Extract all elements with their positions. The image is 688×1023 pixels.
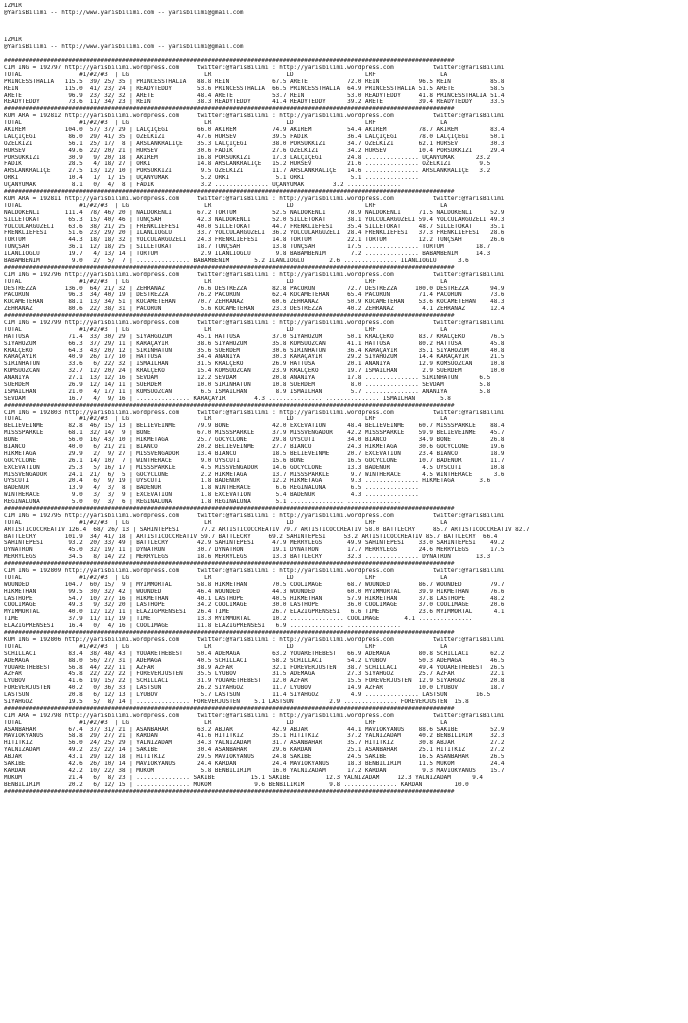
separator-line: ##############################################################################################################################	[4, 189, 455, 196]
table-row: SCHILLACI 83.4 38/ 48/ 43 | YOUARETHEBEST 50.4 ADEMAGA 63.2 YOUARETHEBEST 66.9 ADEMAGA 80.8 SCHILLACI 62.2	[4, 650, 505, 657]
separator-line: ##############################################################################################################################	[4, 561, 455, 568]
section-title: KUM ARA = 192811 http://yarisbilimi.wordpress.com twitter:@YarisBilimi : http://yarisbilimi.wordpress.com twitter:@YarisBilimi	[4, 195, 505, 202]
table-row: YOLCULARGÜZELI 63.6 38/ 21/ 25 | FRENKLIEFESI 40.0 SILLETOKAT 44.7 FRENKLIEFESI 35.4 SILLETOKAT 48.7 SILLETOKAT 35.1	[4, 223, 505, 230]
separator-line: ##############################################################################################################################	[4, 705, 455, 712]
document-header	[4, 3, 684, 65]
table-row: SAKIBE 42.6 26/ 10/ 14 | MAVIOKYANUS 24.4 KARDAN 24.4 MAVIOKYANUS 18.3 BENBILIRIM 11.5 MUKOM 24.4	[4, 760, 505, 767]
table-row: HIKMETAGA 29.9 2/ 9/ 27 | MISSVENGADOR 13.4 BIANCO 18.5 BELIEVEINME 20.7 EXCEVATION 23.4 BIANCO 18.9	[4, 450, 505, 457]
separator-line: ##############################################################################################################################	[4, 506, 455, 513]
header-line: IZMIR	[4, 37, 22, 44]
table-row: ANANIYA 27.1 13/ 12/ 16 | SEVDAM 12.2 SEVDAM 20.8 ANANIYA 17.8 ............... SIRINHATUN 6.5	[4, 375, 491, 382]
section-title: CIM ING = 192797 http://yarisbilimi.wordpress.com twitter:@YarisBilimi : http://yarisbilimi.wordpress.com twitter:@YarisBilimi	[4, 65, 505, 72]
table-row: REIN 115.0 41/ 23/ 24 | READYTEDDY 53.6 PRINCESSTHALIA 66.5 PRINCESSTHALIA 64.9 PRINCESSTHALIA 51.5 ARETE 58.5	[4, 85, 505, 92]
header-line	[4, 17, 684, 24]
section-title: CIM ING = 192809 http://yarisbilimi.wordpress.com twitter:@YarisBilimi : http://yarisbilimi.wordpress.com twitter:@YarisBilimi	[4, 568, 505, 575]
header-line: @YarisBilimi -- http://www.yarisbilimi.com -- yarisbilimi@gmail.com	[4, 9, 244, 16]
race-section	[4, 65, 684, 113]
table-row: ORKI 10.4 1/ 1/ 15 | UÇANYUMAK 5.2 ORKI 5.1 ORKI 5.1 ...............	[4, 175, 419, 182]
table-row: ARETE 96.9 23/ 32/ 32 | ARETE 48.4 ARETE 53.7 REIN 53.0 READYTEDDY 41.8 PRINCESSTHALIA 51.4	[4, 92, 505, 99]
table-row: MUKOM 21.4 6/ 8/ 23 | ............... SAKIBE 15.1 SAKIBE 12.3 YALNIZADAM 12.3 YALNIZADAM 9.4	[4, 774, 484, 781]
table-row: FADIK 28.5 4/ 18/ 27 | ORKI 14.8 ARSLANKRALIÇE 15.2 HÜRSEV 21.6 ............... ÖZELKIZI 9.5	[4, 161, 491, 168]
header-line	[4, 51, 684, 58]
table-row: GOCYCLONE 26.1 14/ 10/ 7 | WINTHERACE 9.0 UYSCUTI 15.6 BONE 16.5 GOCYCLONE 10.7 BADENUR 11.7	[4, 457, 505, 464]
table-row: HÜRSEV 49.6 22/ 20/ 21 | HÜRSEV 30.6 FADIK 27.6 ÖZELKIZI 34.2 HÜRSEV 10.4 PORSUKKIZI 29.4	[4, 147, 505, 154]
race-section	[4, 513, 684, 568]
table-row: ZEHRANAZ 80.6 22/ 38/ 31 | PACORUN 5.6 KOCAMETEHAN 23.3 DESTREZZA 40.2 ZEHRANAZ 4.1 ZEHRANAZ 12.4	[4, 306, 505, 313]
column-header: TOTAL #1/#2/#3 | LG LR LD LRF LA	[4, 120, 448, 127]
table-row: MYIMMORTAL 40.0 12/ 12/ 11 | ELAZIGPRENSESI 26.4 TIME 26.7 ELAZIGPRENSESI 6.6 TIME 23.6 MYIMMORTAL 4.1	[4, 609, 505, 616]
table-row: UÇANYUMAK 8.1 0/ 4/ 8 | FADIK 3.2 ............... UÇANYUMAK 3.2 ...............	[4, 182, 401, 189]
table-row: HATTUSA 71.4 33/ 30/ 29 | SIYAHGÖZÜM 45.1 HATTUSA 37.0 SIYAHÖZÜM 50.1 KRALÇEKO 83.7 KRALÇEKO 76.5	[4, 333, 505, 340]
column-header: TOTAL #1/#2/#3 | LG LR LD LRF LA	[4, 416, 448, 423]
table-row: AZFAR 45.8 22/ 22/ 22 | FOREVERJUSTEN 35.5 LYUBOV 31.5 ADEMAGA 27.3 SIYAHGÖZ 25.7 AZFAR 22.1	[4, 671, 505, 678]
separator-line: ##############################################################################################################################	[4, 264, 455, 271]
table-row: NALDÖKENLI 111.4 78/ 46/ 20 | NALDÖKENLI 67.2 TORTUM 52.5 NALDÖKENLI 78.9 NALDÖKENLI 71.5 NALDÖKENLI 52.9	[4, 209, 505, 216]
header-line	[4, 31, 684, 38]
separator-line: ##############################################################################################################################	[4, 58, 455, 65]
table-row: FOREVERJUSTEN 40.2 0/ 36/ 33 | LASTSUN 26.2 SIYAHGÖZ 11.7 LYUBOV 14.9 AZFAR 10.0 LYUBOV 18.7	[4, 685, 505, 692]
section-title: CIM ING = 192796 http://yarisbilimi.wordpress.com twitter:@YarisBilimi : http://yarisbilimi.wordpress.com twitter:@YarisBilimi	[4, 271, 505, 278]
table-row: ISMAILHAN 21.0 4/ 17/ 11 | KOMSUÖZCAN 6.5 ISMAILHAN 8.9 ISMAILHAN 5.7 ............... ANANIYA 5.8	[4, 388, 491, 395]
table-row: BATTLECRY 101.9 34/ 41/ 18 | ARTISTICOCCREATIV 59.7 BATTLECRY 69.2 SAHINTEPESI 53.2 ARTISTICOCCREATIV 85.7 BATTLECRY 66.4	[4, 533, 498, 540]
column-header: TOTAL #1/#2/#3 | LG LR LD LRF LA	[4, 71, 448, 78]
table-row: ÖZELKIZI 56.1 25/ 17/ 8 | ARSLANKRALIÇE 35.3 LALÇIÇEGI 38.0 PORSUKKIZI 34.7 ÖZELKIZI 62.1 HÜRSEV 30.3	[4, 140, 505, 147]
section-title: CIM ING = 192799 http://yarisbilimi.wordpress.com twitter:@YarisBilimi : http://yarisbilimi.wordpress.com twitter:@YarisBilimi	[4, 319, 505, 326]
table-row: KRALÇEKO 64.3 43/ 20/ 12 | SIRINHATUN 35.6 SÜERDEM 30.6 SIRINHATUN 36.4 KARAÇAYIR 35.1 SIYAHÖZÜM 40.8	[4, 347, 505, 354]
table-row: ABJAR 43.1 29/ 12/ 18 | HITITKIZ 29.5 MAVIOKYANUS 24.8 SAKIBE 24.5 SAKIBE 16.5 ASANBAHAR 26.5	[4, 754, 505, 761]
header-line	[4, 24, 684, 31]
section-title: CIM ING = 192795 http://yarisbilimi.wordpress.com twitter:@YarisBilimi : http://yarisbilimi.wordpress.com twitter:@YarisBilimi	[4, 512, 505, 519]
separator-line: ##############################################################################################################################	[4, 106, 455, 113]
table-row: EXCEVATION 25.3 5/ 16/ 17 | MISSSPARKLE 4.5 MISSVENGADOR 14.6 GOCYCLONE 13.3 BADENUR 4.5 UYSCUTI 10.8	[4, 464, 505, 471]
table-row: WINTHERACE 9.0 3/ 3/ 9 | EXCEVATION 1.8 EXCEVATION 5.4 BADENUR 4.3 ...............	[4, 492, 419, 499]
race-section	[4, 637, 684, 713]
table-row: KARAÇAYIR 40.9 26/ 17/ 10 | HATTUSA 34.4 ANANIYA 30.3 KARAÇAYIR 29.2 SIYAHÖZÜM 14.4 KARAÇAYIR 21.5	[4, 354, 505, 361]
table-row: ELAZIGPRENSESI 16.4 0/ 4/ 16 | COOLIMAGE 11.8 ELAZIGPRENSESI 6.9 ............... ...............	[4, 623, 401, 630]
table-row: WOUNDED 104.7 60/ 15/ 9 | MYIMMORTAL 58.8 HIKMETHAN 70.5 COOLIMAGE 68.7 WOUNDED 86.7 WOUNDED 79.7	[4, 581, 505, 588]
table-row: YALNIZADAM 49.2 23/ 22/ 14 | SAKIBE 30.4 ASANBAHAR 29.6 KARDAN 25.1 ASANBAHAR 25.1 HITITKIZ 27.2	[4, 747, 505, 754]
separator-line: ##############################################################################################################################	[4, 402, 455, 409]
table-row: DYNATRON 45.0 32/ 19/ 11 | DYNATRON 30.7 DYNATRON 19.1 DYNATRON 17.7 MERRYLEGS 24.6 MERRYLEGS 17.5	[4, 547, 505, 554]
table-row: SÜERDEM 26.9 12/ 14/ 11 | SÜERDEM 10.0 SIRINHATUN 10.8 SÜERDEM 8.0 ............... SEVDAM 5.8	[4, 381, 491, 388]
section-title: CIM ARA = 192798 http://yarisbilimi.wordpress.com twitter:@YarisBilimi : http://yarisbilimi.wordpress.com twitter:@YarisBilimi	[4, 712, 505, 719]
table-row: KOMSUÖZCAN 32.7 12/ 20/ 24 | KRALÇEKO 15.4 KOMSUÖZCAN 23.9 KRALÇEKO 19.7 ISMAILHAN 2.9 SÜERDEM 10.0	[4, 368, 505, 375]
table-row: KOCAMETEHAN 88.1 13/ 34/ 51 | KOCAMETEHAN 70.7 ZEHRANAZ 60.6 ZEHRANAZ 50.9 KOCAMETEHAN 53.6 KOCAMETEHAN 48.3	[4, 299, 505, 306]
table-row: YOUARETHEBEST 56.8 44/ 22/ 11 | AZFAR 38.9 AZFAR 32.1 FOREVERJUSTEN 38.7 SCHILLACI 49.4 YOUARETHEBEST 26.5	[4, 664, 505, 671]
column-header: TOTAL #1/#2/#3 | LG LR LD LRF LA	[4, 326, 448, 333]
table-row: BONE 56.0 16/ 43/ 10 | HIKMETAGA 25.7 GOCYCLONE 29.8 UYSCUTI 34.0 BIANCO 34.9 BONE 26.8	[4, 437, 505, 444]
table-row: LYUBOV 41.6 19/ 15/ 22 | SCHILLACI 31.9 YOUARETHEBEST 12.0 AZFAR 15.5 FOREVERJUSTEN 12.9 SIYAHGÖZ 20.8	[4, 678, 505, 685]
table-row: BELIEVEINME 82.8 46/ 15/ 13 | BELIEVEINME 79.9 BONE 42.0 EXCEVATION 48.4 BELIEVEINME 60.7 MISSSPARKLE 88.4	[4, 423, 505, 430]
table-row: ASANBAHAR 67.4 37/ 31/ 21 | ASANBAHAR 63.2 ABJAR 42.9 ABJAR 44.1 MAVIOKYANUS 88.6 SAKIBE 52.9	[4, 726, 505, 733]
table-row: PACORUN 96.3 34/ 40/ 19 | DESTREZZA 76.2 PACORUN 62.4 KOCAMETEHAN 65.4 PACORUN 71.4 PACORUN 73.6	[4, 292, 505, 299]
column-header: TOTAL #1/#2/#3 | LG LR LD LRF LA	[4, 574, 448, 581]
section-title: KUM ING = 192806 http://yarisbilimi.wordpress.com twitter:@YarisBilimi : http://yarisbilimi.wordpress.com twitter:@YarisBilimi	[4, 636, 505, 643]
table-row: TUNÇSAH 36.1 12/ 18/ 25 | SILLETOKAT 18.7 TUNÇSAH 13.8 TUNÇSAH 17.5 ............... TORTUM 18.7	[4, 244, 491, 251]
header-line: IZMIR	[4, 3, 22, 9]
race-section	[4, 320, 684, 410]
table-row: SILLETOKAT 65.3 15/ 40/ 46 | TUNÇSAH 42.3 NALDÖKENLI 52.0 SILLETOKAT 38.1 YOLCULARGÜZELI 59.4 YOLCULARGÜZELI 49.3	[4, 216, 505, 223]
table-row: BABAMBENIM 9.0 2/ 5/ 7 | ............... BABAMBENIM 5.2 ILANLIOGLU 2.6 ............... ILANLIOGLU 3.6	[4, 257, 469, 264]
column-header: TOTAL #1/#2/#3 | LG LR LD LRF LA	[4, 519, 448, 526]
table-row: UYSCUTI 20.4 6/ 9/ 19 | UYSCUTI 1.8 BADENUR 12.2 HIKMETAGA 9.3 ............... HIKMETAGA 3.6	[4, 478, 491, 485]
table-row: MISSVENGADOR 24.1 21/ 6/ 5 | GOCYCLONE 2.2 HIKMETAGA 13.7 MISSSPARKLE 9.7 WINTHERACE 4.5 WINTHERACE 3.6	[4, 471, 505, 478]
table-row: READYTEDDY 73.6 11/ 34/ 23 | REIN 38.3 READYTEDDY 41.4 READYTEDDY 39.2 ARETE 39.4 READYTEDDY 33.5	[4, 99, 505, 106]
table-row: MISSSPARKLE 68.1 32/ 14/ 9 | BONE 67.0 MISSSPARKLE 37.9 MISSVENGADOR 42.2 MISSSPARKLE 59.9 BELIEVEINME 45.7	[4, 430, 505, 437]
table-row: SEVDAM 16.7 4/ 9/ 16 | ............... KARAÇAYIR 4.3 ............... ............... ISMAILHAN 5.8	[4, 395, 451, 402]
table-row: ILANLIOGLU 19.7 4/ 13/ 14 | TORTUM 2.9 ILANLIOGLU 9.8 BABAMBENIM 7.2 ............... BABAMBENIM 14.3	[4, 251, 491, 258]
race-section	[4, 272, 684, 320]
table-row: TIME 37.9 11/ 11/ 19 | TIME 13.3 MYIMMORTAL 10.2 ............... COOLIMAGE 4.1 ...............	[4, 616, 473, 623]
table-row: SIRINHATUN 33.6 6/ 22/ 32 | ISMAILHAN 31.5 KRALÇEKO 26.9 HATTUSA 20.1 ANANIYA 12.9 KOMSUÖZCAN 10.8	[4, 361, 505, 368]
table-row: LASTHOPE 54.7 10/ 27/ 16 | HIKMETHAN 40.1 LASTHOPE 40.5 HIKMETHAN 57.9 HIKMETHAN 37.8 LASTHOPE 48.2	[4, 595, 505, 602]
table-row: BENBILIRIM 20.2 6/ 12/ 15 | ............... MUKOM 9.6 BENBILIRIM 9.8 ............... KARDAN 10.0	[4, 781, 469, 788]
table-row: MAVIOKYANUS 58.8 29/ 27/ 21 | KARDAN 41.6 HITITKIZ 35.1 HITITKIZ 37.2 YALNIZADAM 40.2 BENBILIRIM 32.3	[4, 733, 505, 740]
table-row: SIYAHÖZÜM 66.3 37/ 29/ 11 | KARAÇAYIR 38.6 SIYAHÖZÜM 35.8 KOMSUÖZCAN 41.1 HATTUSA 80.2 HATTUSA 45.8	[4, 340, 505, 347]
race-section	[4, 713, 684, 796]
table-row: DESTREZZA 136.0 64/ 21/ 32 | ZEHRANAZ 76.6 DESTREZZA 82.8 PACORUN 72.7 DESTREZZA 100.0 DESTREZZA 94.9	[4, 285, 505, 292]
column-header: TOTAL #1/#2/#3 | LG LR LD LRF LA	[4, 643, 448, 650]
table-row: PORSUKKIZI 30.9 9/ 20/ 18 | AKIREM 16.8 PORSUKKIZI 17.3 LALÇIÇEGI 24.8 ............... UÇANYUMAK 23.2	[4, 154, 491, 161]
table-row: ADEMAGA 88.0 56/ 27/ 31 | ADEMAGA 40.5 SCHILLACI 58.2 SCHILLACI 54.2 LYUBOV 50.3 ADEMAGA 46.5	[4, 657, 505, 664]
race-section	[4, 196, 684, 272]
table-row: PRINCESSTHALIA 115.5 39/ 25/ 35 | PRINCESSTHALIA 88.8 REIN 67.5 ARETE 72.0 REIN 96.5 REIN 85.8	[4, 78, 505, 85]
table-row: BIANCO 40.0 6/ 21/ 21 | BIANCO 20.2 BELIEVEINME 27.7 BIANCO 24.3 HIKMETAGA 30.6 GOCYCLONE 19.6	[4, 444, 505, 450]
header-line: @YarisBilimi -- http://www.yarisbilimi.com -- yarisbilimi@gmail.com	[4, 44, 244, 51]
separator-line: ##############################################################################################################################	[4, 630, 455, 637]
separator-line: ##############################################################################################################################	[4, 313, 455, 320]
table-row: BADENUR 13.9 4/ 3/ 8 | BADENUR 1.8 WINTHERACE 6.6 REGINALUNA 6.5 ...............	[4, 485, 419, 492]
section-title: CIM ING = 192803 http://yarisbilimi.wordpress.com twitter:@YarisBilimi : http://yarisbilimi.wordpress.com twitter:@YarisBilimi	[4, 409, 505, 416]
table-row: HITITKIZ 56.0 24/ 25/ 29 | YALNIZADAM 34.3 YALNIZADAM 31.7 ASANBAHAR 35.7 HITITKIZ 30.8 ABJAR 27.2	[4, 740, 505, 747]
race-section	[4, 568, 684, 637]
table-row: KARDAN 42.2 10/ 22/ 38 | MUKOM 5.8 BENBILIRIM 16.0 YALNIZADAM 17.2 KARDAN 9.3 MAVIOKYANUS 15.7	[4, 767, 505, 774]
table-row: ARTISTICOCCREATIV 126.4 68/ 26/ 13 | SAHINTEPESI 77.2 ARTISTICOCCREATIV 79.7 ARTISTICOCCREATIV 58.0 BATTLECRY 85.7 ARTISTICOCCREATIV 82.7	[4, 526, 530, 533]
table-row: SIYAHGÖZ 19.5 5/ 8/ 14 | ............... FOREVERJUSTEN 5.1 LASTSUN 2.9 ............... FOREVERJUSTEN 15.8	[4, 698, 469, 705]
column-header: TOTAL #1/#2/#3 | LG LR LD LRF LA	[4, 278, 448, 285]
table-row: REGINALUNA 5.0 0/ 3/ 6 | REGINALUNA 1.8 REGINALUNA 5.1 ............... ...............	[4, 499, 401, 506]
table-row: COOLIMAGE 49.3 9/ 32/ 20 | LASTHOPE 34.2 COOLIMAGE 30.0 LASTHOPE 36.0 COOLIMAGE 37.0 COOLIMAGE 20.6	[4, 602, 505, 609]
column-header: TOTAL #1/#2/#3 | LG LR LD LRF LA	[4, 719, 448, 726]
race-sections	[4, 65, 684, 795]
table-row: HIKMETHAN 99.5 30/ 32/ 42 | WOUNDED 46.4 WOUNDED 44.3 WOUNDED 60.0 MYIMMORTAL 39.9 HIKMETHAN 76.6	[4, 588, 505, 595]
separator-line: ##############################################################################################################################	[4, 788, 455, 795]
race-section	[4, 410, 684, 513]
table-row: MERRYLEGS 34.5 8/ 14/ 22 | MERRYLEGS 18.6 MERRYLEGS 13.3 BATTLECRY 32.3 ............... DYNATRON 13.3	[4, 554, 491, 561]
table-row: SAHINTEPESI 93.2 20/ 33/ 49 | BATTLECRY 42.9 SAHINTEPESI 47.9 MERRYLEGS 49.9 SAHINTEPESI 33.0 SAHINTEPESI 49.2	[4, 540, 505, 547]
table-row: ARSLANKRALIÇE 27.5 13/ 12/ 10 | PORSUKKIZI 9.5 ÖZELKIZI 11.7 ARSLANKRALIÇE 14.6 ............... ARSLANKRALIÇE 3.2	[4, 168, 491, 175]
race-section	[4, 113, 684, 196]
column-header: TOTAL #1/#2/#3 | LG LR LD LRF LA	[4, 202, 448, 209]
section-title: KUM ARA = 192812 http://yarisbilimi.wordpress.com twitter:@YarisBilimi : http://yarisbilimi.wordpress.com twitter:@YarisBilimi	[4, 113, 505, 120]
table-row: FRENKLIEFESI 51.6 23/ 29/ 20 | ILANLIOGLU 33.7 YOLCULARGÜZELI 36.2 YOLCULARGÜZELI 28.4 FRENKLIEFESI 37.3 FRENKLIEFESI 28.6	[4, 230, 505, 237]
table-row: LASTSUN 20.8 6/ 12/ 13 | LYUBOV 5.7 LASTSUN 11.4 SIYAHGÖZ 4.9 ............... LASTSUN 16.5	[4, 692, 491, 699]
table-row: LALÇIÇEGI 86.0 29/ 41/ 35 | ÖZELKIZI 47.6 HÜRSEV 39.5 FADIK 36.4 LALÇIÇEGI 78.0 LALÇIÇEGI 50.1	[4, 133, 505, 140]
table-row: TORTUM 44.3 18/ 18/ 32 | YOLCULARGÜZELI 24.3 FRENKLIEFESI 14.8 TORTUM 22.1 TORTUM 12.2 TUNÇSAH 26.6	[4, 237, 505, 244]
table-row: AKIREM 104.0 57/ 37/ 29 | LALÇIÇEGI 66.0 AKIREM 74.9 AKIREM 54.4 AKIREM 78.7 AKIREM 83.4	[4, 127, 505, 134]
